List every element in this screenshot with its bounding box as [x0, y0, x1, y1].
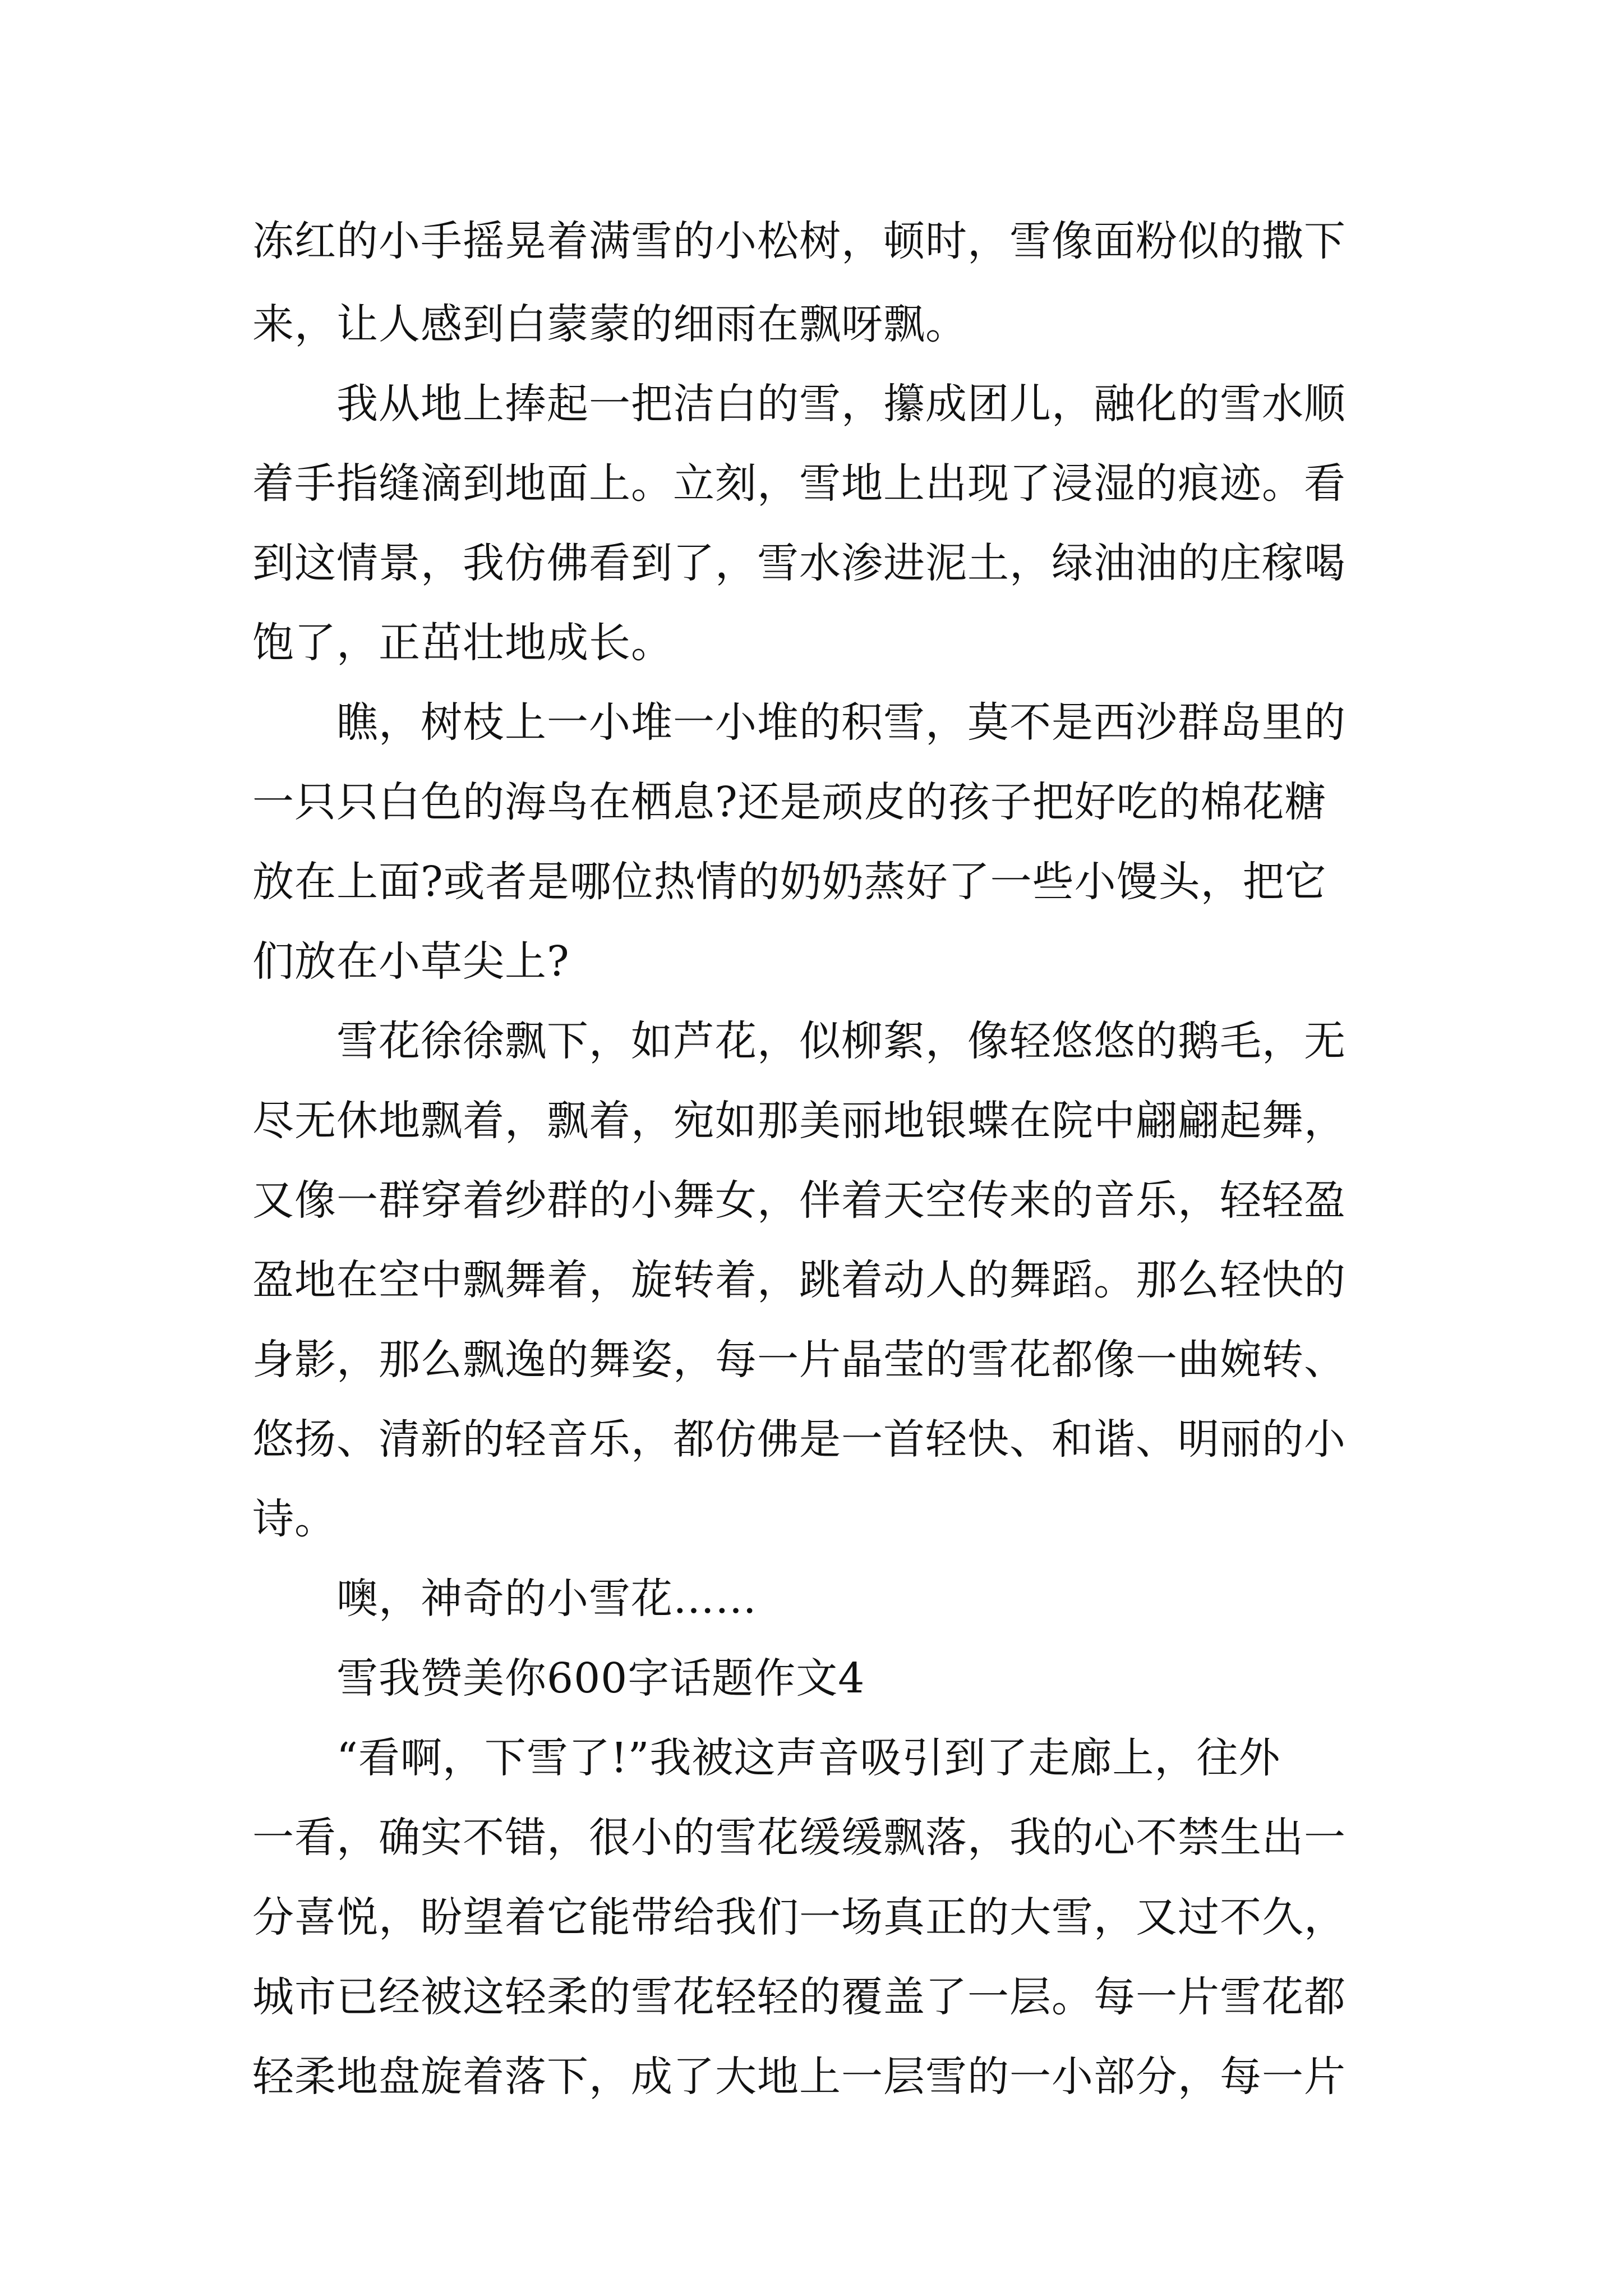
text-line: 身影，那么飘逸的舞姿，每一片晶莹的雪花都像一曲婉转、 [252, 1336, 1346, 1384]
text-line: 饱了，正茁壮地成长。 [252, 619, 673, 667]
text-line: 盈地在空中飘舞着，旋转着，跳着动人的舞蹈。那么轻快的 [252, 1256, 1346, 1304]
section-heading: 雪我赞美你600字话题作文4 [336, 1654, 865, 1703]
text-line: 着手指缝滴到地面上。立刻，雪地上出现了浸湿的痕迹。看 [252, 459, 1346, 508]
text-line: 悠扬、清新的轻音乐，都仿佛是一首轻快、和谐、明丽的小 [252, 1415, 1346, 1464]
text-line: 分喜悦，盼望着它能带给我们一场真正的大雪，又过不久， [252, 1893, 1346, 1941]
text-line: 到这情景，我仿佛看到了，雪水渗进泥土，绿油油的庄稼喝 [252, 539, 1346, 587]
paragraph-start-line: 瞧，树枝上一小堆一小堆的积雪，莫不是西沙群岛里的 [336, 698, 1346, 747]
text-line: 城市已经被这轻柔的雪花轻轻的覆盖了一层。每一片雪花都 [252, 1973, 1346, 2021]
text-line: 一只只白色的海鸟在栖息?还是顽皮的孩子把好吃的棉花糖 [252, 778, 1327, 826]
text-line: 诗。 [252, 1495, 336, 1543]
paragraph-start-line: 噢，神奇的小雪花…… [336, 1575, 757, 1623]
text-line: 尽无休地飘着，飘着，宛如那美丽地银蝶在院中翩翩起舞， [252, 1097, 1346, 1145]
text-line: 们放在小草尖上? [252, 937, 570, 986]
paragraph-start-line: 我从地上捧起一把洁白的雪，攥成团儿，融化的雪水顺 [336, 380, 1346, 428]
text-line: 放在上面?或者是哪位热情的奶奶蒸好了一些小馒头，把它 [252, 858, 1327, 906]
text-line: 轻柔地盘旋着落下，成了大地上一层雪的一小部分，每一片 [252, 2053, 1346, 2101]
text-line: 来，让人感到白蒙蒙的细雨在飘呀飘。 [252, 300, 967, 348]
text-line: 又像一群穿着纱群的小舞女，伴着天空传来的音乐，轻轻盈 [252, 1176, 1346, 1225]
text-line: 冻红的小手摇晃着满雪的小松树，顿时，雪像面粉似的撒下 [252, 217, 1346, 265]
text-line: 一看，确实不错，很小的雪花缓缓飘落，我的心不禁生出一 [252, 1814, 1346, 1862]
paragraph-start-line: “看啊，下雪了!”我被这声音吸引到了走廊上，往外 [336, 1734, 1281, 1782]
paragraph-start-line: 雪花徐徐飘下，如芦花，似柳絮，像轻悠悠的鹅毛，无 [336, 1017, 1346, 1065]
